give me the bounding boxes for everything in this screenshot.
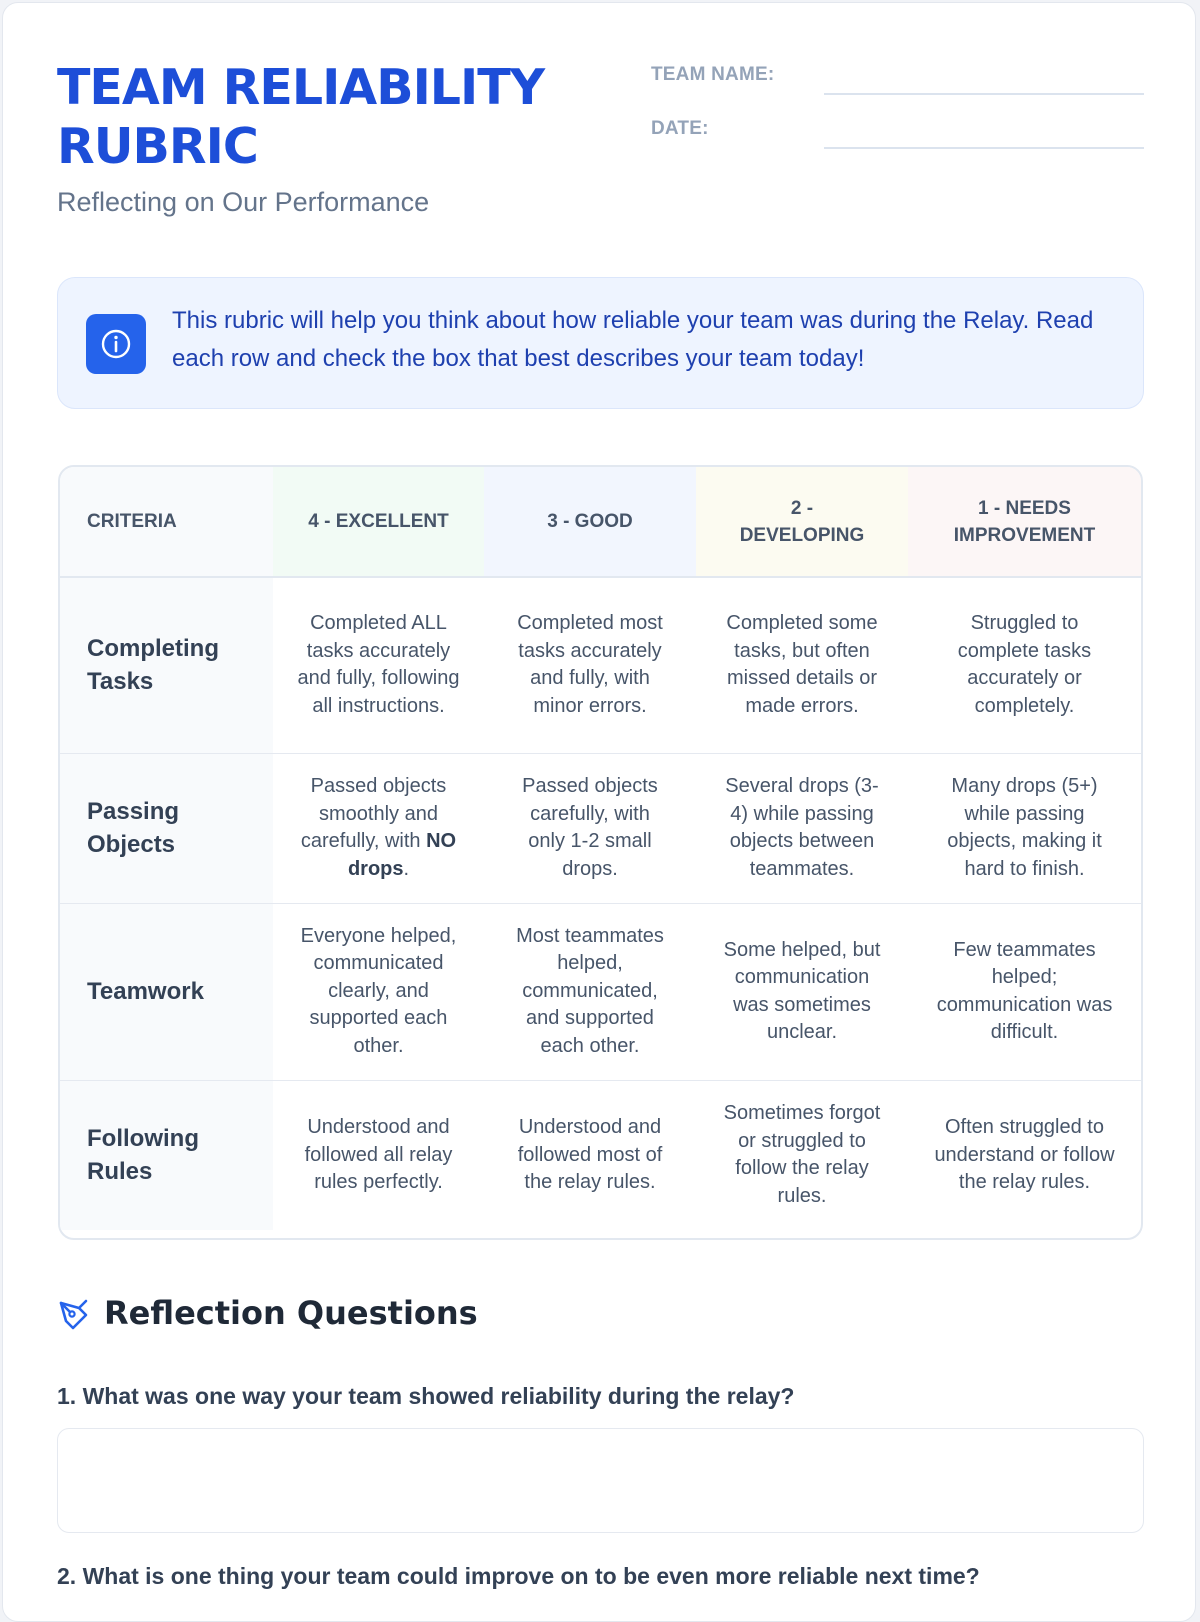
rubric-cell[interactable]: Passed objects smoothly and carefully, with NO drops. (273, 753, 484, 903)
reflection-question-1: 1. What was one way your team showed reliability during the relay? (57, 1383, 795, 1409)
rubric-cell[interactable]: Completed ALL tasks accurately and fully, following all instructions. (273, 577, 484, 753)
pen-icon (57, 1299, 91, 1338)
date-field[interactable] (824, 147, 1144, 149)
rubric-cell[interactable]: Many drops (5+) while passing objects, making it hard to finish. (908, 753, 1141, 903)
instructions-text: This rubric will help you think about how reliable your team was during the Relay. Read each row and check the box that best describes your team today! (172, 307, 1094, 372)
instructions-callout (57, 277, 1144, 409)
rubric-header-row (60, 467, 1141, 577)
rubric-row-following-rules (60, 1080, 1141, 1230)
criterion-label: Passing Objects (60, 753, 273, 903)
rubric-cell[interactable]: Understood and followed all relay rules perfectly. (304, 1116, 453, 1193)
rubric-cell[interactable]: Struggled to complete tasks accurately or completely. (908, 577, 1141, 753)
info-icon (86, 314, 146, 374)
criterion-label: Teamwork (60, 903, 273, 1080)
column-header-excellent: 4 - EXCELLENT (273, 467, 484, 577)
rubric-cell[interactable]: Completed most tasks accurately and fully, with minor errors. (484, 577, 696, 753)
page-title: TEAM RELIABILITY RUBRIC (57, 59, 545, 175)
team-name-field[interactable] (824, 93, 1144, 95)
column-header-good: 3 - GOOD (484, 467, 696, 577)
rubric-cell[interactable]: Passed objects carefully, with only 1-2 small drops. (484, 753, 696, 903)
rubric-cell[interactable]: Few teammates helped; communication was difficult. (908, 903, 1141, 1080)
column-header-needs-improvement: 1 - NEEDS IMPROVEMENT (908, 467, 1141, 577)
rubric-row-passing-objects (60, 753, 1141, 903)
rubric-cell[interactable]: Several drops (3-4) while passing objects between teammates. (696, 753, 908, 903)
page-subtitle: Reflecting on Our Performance (57, 187, 430, 217)
rubric-cell[interactable]: Most teammates helped, communicated, and supported each other. (484, 903, 696, 1080)
criterion-label: Following Rules (60, 1080, 273, 1230)
column-header-developing: 2 - DEVELOPING (696, 467, 908, 577)
rubric-row-teamwork (60, 903, 1141, 1080)
rubric-cell[interactable]: Completed some tasks, but often missed details or made errors. (696, 577, 908, 753)
rubric-cell[interactable]: Often struggled to understand or follow the relay rules. (934, 1116, 1115, 1193)
rubric-cell[interactable]: Some helped, but communication was sometimes unclear. (696, 903, 908, 1080)
rubric-cell[interactable]: Sometimes forgot or struggled to follow the relay rules. (723, 1102, 881, 1207)
answer-box-1[interactable] (57, 1428, 1144, 1533)
rubric-cell[interactable]: Understood and followed most of the relay rules. (517, 1116, 663, 1193)
team-name-label: TEAM NAME: (651, 64, 775, 85)
rubric-table (58, 465, 1143, 1240)
column-header-criteria: CRITERIA (60, 467, 273, 577)
reflection-title: Reflection Questions (104, 1294, 478, 1332)
rubric-row-completing-tasks (60, 577, 1141, 753)
date-label: DATE: (651, 118, 709, 139)
rubric-cell[interactable]: Everyone helped, communicated clearly, and supported each other. (273, 903, 484, 1080)
criterion-label: Completing Tasks (60, 577, 273, 753)
reflection-question-2: 2. What is one thing your team could improve on to be even more reliable next time? (57, 1563, 980, 1589)
